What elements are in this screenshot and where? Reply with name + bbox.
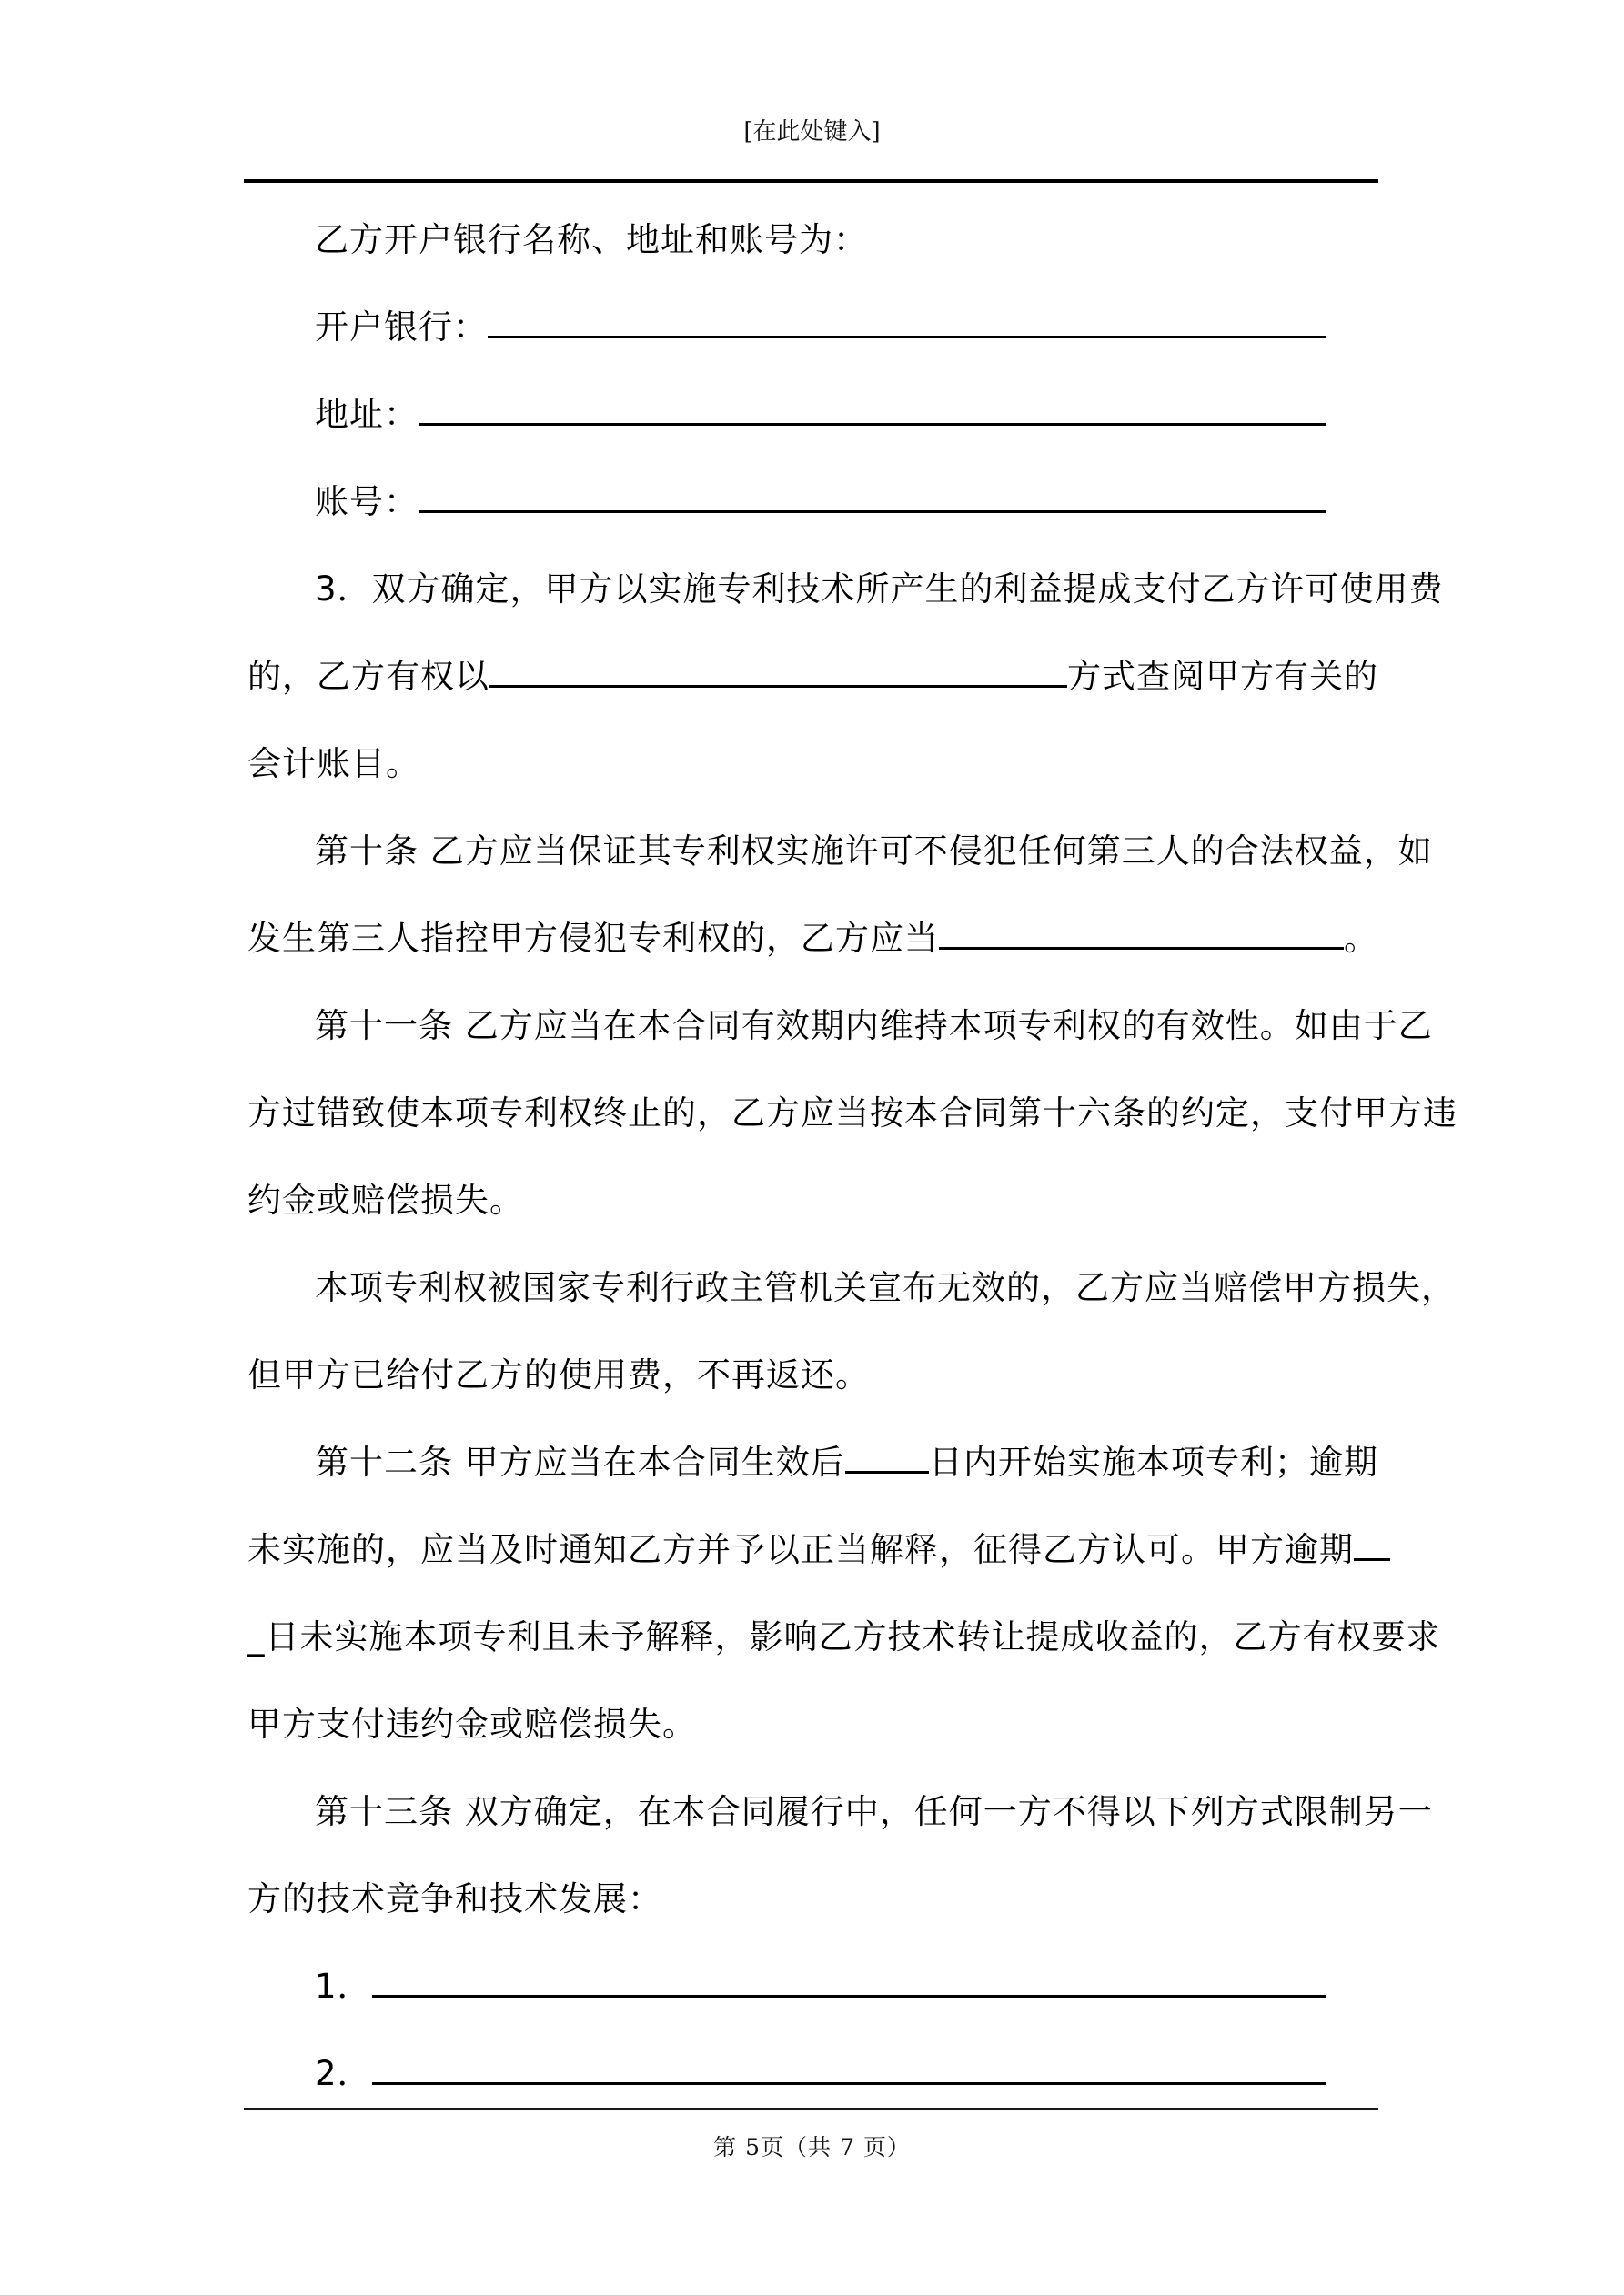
line-text: 会计账目。 — [247, 744, 420, 783]
article-11-line-4 — [247, 1244, 1456, 1332]
bank-account-line — [247, 458, 1378, 546]
restriction-item-2 — [247, 2030, 1378, 2118]
line-text: 1． — [315, 1967, 372, 2006]
line-text: 日内开始实施本项专利；逾期 — [929, 1443, 1378, 1482]
line-text: _日未实施本项专利且未予解释，影响乙方技术转让提成收益的，乙方有权要求 — [247, 1617, 1441, 1657]
article-11-line-2 — [247, 1070, 1458, 1157]
blank-underline[interactable] — [489, 682, 1067, 688]
restriction-item-1 — [247, 1943, 1378, 2030]
line-text: 方过错致使本项专利权终止的，乙方应当按本合同第十六条的约定，支付甲方违 — [247, 1093, 1458, 1133]
article-12-line-2 — [247, 1506, 1378, 1594]
article-11-line-5 — [247, 1332, 1378, 1419]
blank-underline[interactable] — [1354, 1556, 1390, 1561]
article-13-line-2 — [247, 1856, 1378, 1943]
line-text: 发生第三人指控甲方侵犯专利权的，乙方应当 — [247, 919, 939, 958]
article-10-line-1 — [247, 808, 1433, 895]
line-text: 甲方支付违约金或赔偿损失。 — [247, 1705, 697, 1744]
line-text: 乙方开户银行名称、地址和账号为： — [315, 220, 868, 259]
line-text: 本项专利权被国家专利行政主管机关宣布无效的，乙方应当赔偿甲方损失， — [315, 1268, 1456, 1307]
line-text: 但甲方已给付乙方的使用费，不再返还。 — [247, 1355, 870, 1395]
line-text: 地址： — [315, 395, 419, 434]
document-body — [247, 196, 1458, 2118]
blank-underline[interactable] — [419, 420, 1326, 426]
blank-underline[interactable] — [939, 944, 1344, 950]
line-text: 第十三条 双方确定，在本合同履行中，任何一方不得以下列方式限制另一 — [315, 1792, 1433, 1831]
clause-3-line-2 — [247, 633, 1378, 720]
blank-underline[interactable] — [372, 2079, 1326, 2085]
footer-rule — [244, 2108, 1378, 2110]
article-12-line-4 — [247, 1681, 1378, 1768]
blank-underline[interactable] — [372, 1992, 1326, 1998]
bank-name-line — [247, 284, 1378, 371]
article-10-line-2 — [247, 895, 1378, 982]
line-text: 方式查阅甲方有关的 — [1067, 657, 1378, 696]
line-text: 开户银行： — [315, 307, 488, 347]
page-number: 第 5页（共 7 页） — [713, 2134, 911, 2160]
article-12-line-1 — [247, 1419, 1378, 1506]
line-text: 。 — [1344, 919, 1378, 958]
blank-underline[interactable] — [488, 333, 1326, 338]
article-13-line-1 — [247, 1768, 1433, 1856]
line-text: 方的技术竞争和技术发展： — [247, 1879, 662, 1918]
article-11-line-3 — [247, 1157, 1378, 1244]
line-text: 账号： — [315, 482, 419, 521]
header-rule — [244, 179, 1378, 183]
bank-address-line — [247, 371, 1378, 458]
bank-info-intro — [247, 196, 1378, 284]
article-12-line-3 — [247, 1594, 1441, 1681]
line-text: 第十条 乙方应当保证其专利权实施许可不侵犯任何第三人的合法权益，如 — [315, 831, 1433, 871]
article-11-line-1 — [247, 982, 1433, 1070]
clause-3-line-3 — [247, 720, 1378, 808]
line-text: 3．双方确定，甲方以实施专利技术所产生的利益提成支付乙方许可使用费 — [315, 569, 1444, 609]
header-type-here-placeholder[interactable]: [在此处键入] — [743, 118, 881, 146]
clause-3-line-1 — [247, 546, 1444, 633]
line-text: 未实施的，应当及时通知乙方并予以正当解释，征得乙方认可。甲方逾期 — [247, 1530, 1354, 1569]
line-text: 约金或赔偿损失。 — [247, 1181, 524, 1220]
blank-underline[interactable] — [419, 508, 1326, 513]
line-text: 第十一条 乙方应当在本合同有效期内维持本项专利权的有效性。如由于乙 — [315, 1006, 1433, 1045]
line-text: 的，乙方有权以 — [247, 657, 489, 696]
line-text: 2． — [315, 2054, 372, 2093]
blank-underline[interactable] — [845, 1468, 929, 1474]
line-text: 第十二条 甲方应当在本合同生效后 — [315, 1443, 845, 1482]
